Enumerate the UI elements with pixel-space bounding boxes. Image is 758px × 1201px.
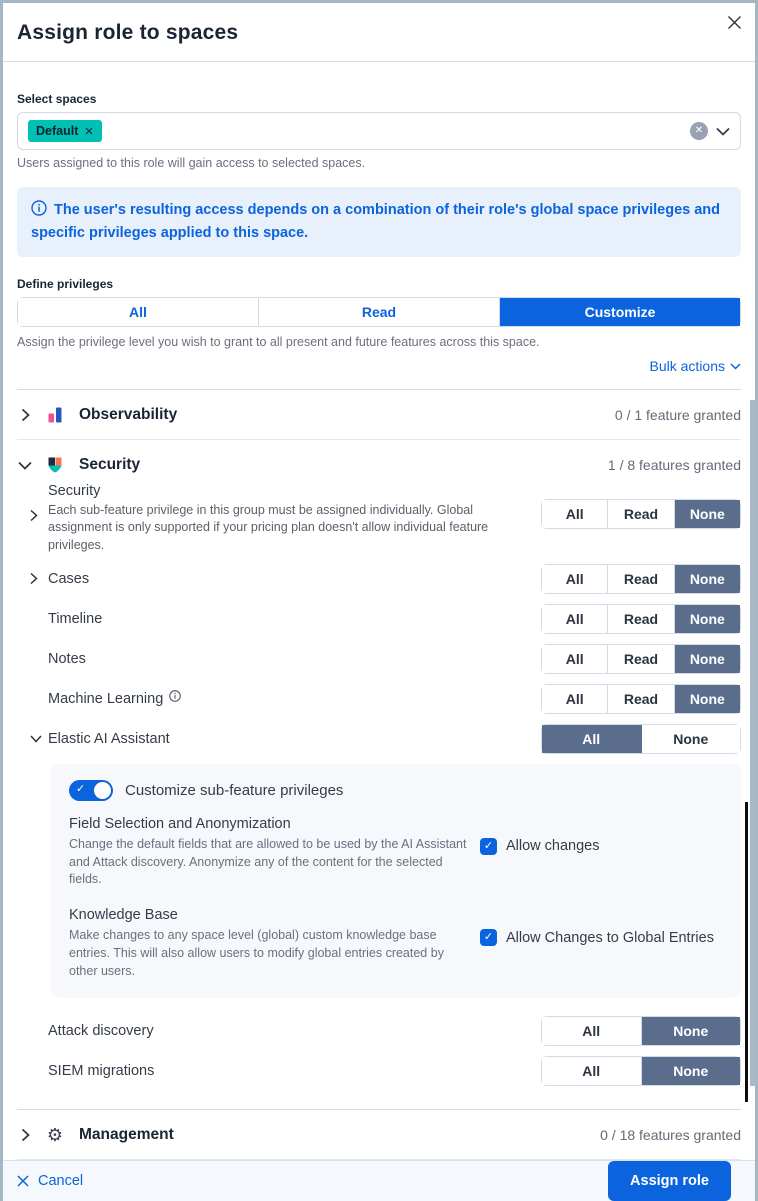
option-all[interactable]: All xyxy=(542,1017,642,1045)
feature-name: Notes xyxy=(48,650,86,667)
page-title: Assign role to spaces xyxy=(17,21,239,44)
privilege-help-text: Assign the privilege level you wish to grant to all present and future features across this space. xyxy=(17,335,540,350)
allow-changes-checkbox-row[interactable] xyxy=(480,838,600,855)
feature-name: SIEM migrations xyxy=(48,1063,155,1080)
option-none[interactable]: None xyxy=(675,645,740,673)
modal-body xyxy=(3,62,755,1160)
subfeature-field-selection xyxy=(69,816,723,889)
feature-row-timeline xyxy=(17,604,741,634)
feature-row-cases xyxy=(17,564,741,594)
cancel-label: Cancel xyxy=(38,1173,84,1190)
option-none[interactable]: None xyxy=(642,725,741,753)
feature-name: Cases xyxy=(48,570,90,587)
security-feature-list xyxy=(17,483,741,1100)
category-name: Observability xyxy=(79,406,178,424)
privilege-group-ai-assistant xyxy=(541,724,741,754)
category-observability[interactable] xyxy=(17,390,741,440)
select-spaces-label: Select spaces xyxy=(17,92,97,106)
toggle-switch-on[interactable] xyxy=(69,780,113,801)
remove-space-icon[interactable]: ✕ xyxy=(84,125,94,138)
option-none[interactable]: None xyxy=(675,685,740,713)
privilege-all-button[interactable]: All xyxy=(18,298,259,326)
option-all[interactable]: All xyxy=(542,685,608,713)
info-callout xyxy=(17,187,741,257)
privilege-level-group xyxy=(17,297,741,327)
option-read[interactable]: Read xyxy=(608,605,674,633)
feature-row-machine-learning xyxy=(17,684,741,714)
subfeature-description: Change the default fields that are allowed to be used by the AI Assistant and Attack discovery. Anonymize any of the content for the selected fields. xyxy=(69,836,467,887)
allow-global-entries-checkbox-row[interactable] xyxy=(480,929,714,946)
cancel-button[interactable] xyxy=(17,1173,83,1189)
bulk-actions-label: Bulk actions xyxy=(649,358,725,375)
option-all[interactable]: All xyxy=(542,1057,642,1085)
option-none[interactable]: None xyxy=(675,565,740,593)
chevron-right-icon[interactable] xyxy=(29,509,48,522)
chevron-down-icon[interactable] xyxy=(29,735,48,743)
clear-selection-button[interactable]: ✕ xyxy=(690,122,708,140)
spaces-combobox[interactable] xyxy=(17,112,741,150)
option-none[interactable]: None xyxy=(642,1057,741,1085)
subfeature-title: Knowledge Base xyxy=(69,907,178,924)
feature-name: Attack discovery xyxy=(48,1023,154,1040)
option-none[interactable]: None xyxy=(675,500,740,528)
close-icon xyxy=(727,15,742,30)
modal-footer xyxy=(3,1160,755,1201)
privilege-group-siem-migrations xyxy=(541,1056,741,1086)
checkbox-label: Allow Changes to Global Entries xyxy=(506,929,714,946)
chevron-down-icon xyxy=(17,461,33,470)
subfeature-title: Field Selection and Anonymization xyxy=(69,815,291,832)
category-security[interactable] xyxy=(17,440,741,483)
feature-row-attack-discovery xyxy=(17,1016,741,1046)
option-none[interactable]: None xyxy=(675,605,740,633)
switch-label: Customize sub-feature privileges xyxy=(125,781,344,799)
feature-row-elastic-ai-assistant xyxy=(17,724,741,754)
option-all[interactable]: All xyxy=(542,605,608,633)
option-all[interactable]: All xyxy=(542,645,608,673)
privilege-group-attack-discovery xyxy=(541,1016,741,1046)
chevron-right-icon[interactable] xyxy=(29,572,48,585)
info-icon[interactable] xyxy=(169,690,181,702)
spaces-help-text: Users assigned to this role will gain access to selected spaces. xyxy=(17,156,366,170)
option-none[interactable]: None xyxy=(642,1017,741,1045)
feature-description: Each sub-feature privilege in this group must be assigned individually. Global assignment is only supported if your pricing plan doesn't allow individual feature privileges. xyxy=(48,503,489,552)
privilege-group-notes xyxy=(541,644,741,674)
category-name: Management xyxy=(79,1126,174,1144)
feature-row-notes xyxy=(17,644,741,674)
inner-scrollbar[interactable] xyxy=(745,802,748,1102)
feature-name: Elastic AI Assistant xyxy=(48,730,170,747)
category-management[interactable] xyxy=(17,1110,741,1160)
option-read[interactable]: Read xyxy=(608,565,674,593)
option-read[interactable]: Read xyxy=(608,500,674,528)
feature-name: Timeline xyxy=(48,610,103,627)
chevron-down-icon xyxy=(730,363,741,370)
bulk-actions-button[interactable] xyxy=(650,358,741,374)
security-icon xyxy=(45,455,65,475)
privilege-read-button[interactable]: Read xyxy=(259,298,500,326)
option-all[interactable]: All xyxy=(542,500,608,528)
option-all[interactable]: All xyxy=(542,725,642,753)
privilege-group-cases xyxy=(541,564,741,594)
option-read[interactable]: Read xyxy=(608,685,674,713)
callout-text: The user's resulting access depends on a combination of their role's global space privileges and specific privileges applied to this space. xyxy=(31,202,721,242)
space-badge-default[interactable] xyxy=(28,120,102,142)
checkbox-checked[interactable]: ✓ xyxy=(480,929,497,946)
feature-name: Machine Learning xyxy=(48,690,164,707)
chevron-right-icon xyxy=(17,408,33,422)
feature-row-security xyxy=(17,483,741,554)
modal-header xyxy=(3,3,755,62)
subfeature-knowledge-base xyxy=(69,907,723,980)
sub-feature-panel xyxy=(51,764,741,999)
info-icon xyxy=(31,200,47,223)
chevron-right-icon xyxy=(17,1128,33,1142)
assign-role-button[interactable] xyxy=(608,1161,731,1201)
close-button[interactable] xyxy=(721,9,747,35)
switch-knob xyxy=(94,782,111,799)
define-privileges-label: Define privileges xyxy=(17,277,114,292)
subfeature-description: Make changes to any space level (global) custom knowledge base entries. This will also allow users to modify global entries created by other users. xyxy=(69,928,444,978)
category-summary: 0 / 1 feature granted xyxy=(614,407,741,424)
customize-subfeatures-switch-row[interactable] xyxy=(69,780,723,801)
option-all[interactable]: All xyxy=(542,565,608,593)
privilege-customize-button[interactable]: Customize xyxy=(500,298,740,326)
feature-row-siem-migrations xyxy=(17,1056,741,1086)
privilege-group-security xyxy=(541,499,741,529)
checkbox-label: Allow changes xyxy=(506,838,600,855)
privilege-group-machine-learning xyxy=(541,684,741,714)
privilege-group-timeline xyxy=(541,604,741,634)
checkbox-checked[interactable]: ✓ xyxy=(480,838,497,855)
observability-icon xyxy=(45,405,65,425)
assign-role-modal xyxy=(3,3,755,1190)
option-read[interactable]: Read xyxy=(608,645,674,673)
category-summary: 1 / 8 features granted xyxy=(607,457,741,474)
scrollbar-thumb[interactable] xyxy=(750,400,755,1086)
feature-name: Security xyxy=(48,483,101,500)
chevron-down-icon[interactable] xyxy=(716,127,730,136)
category-summary: 0 / 18 features granted xyxy=(600,1127,741,1144)
gear-icon: ⚙ xyxy=(46,1125,64,1146)
category-name: Security xyxy=(79,456,141,474)
assign-role-label: Assign role xyxy=(630,1173,709,1190)
space-badge-label: Default xyxy=(36,124,79,138)
check-icon: ✓ xyxy=(76,782,86,795)
close-icon xyxy=(17,1175,29,1187)
